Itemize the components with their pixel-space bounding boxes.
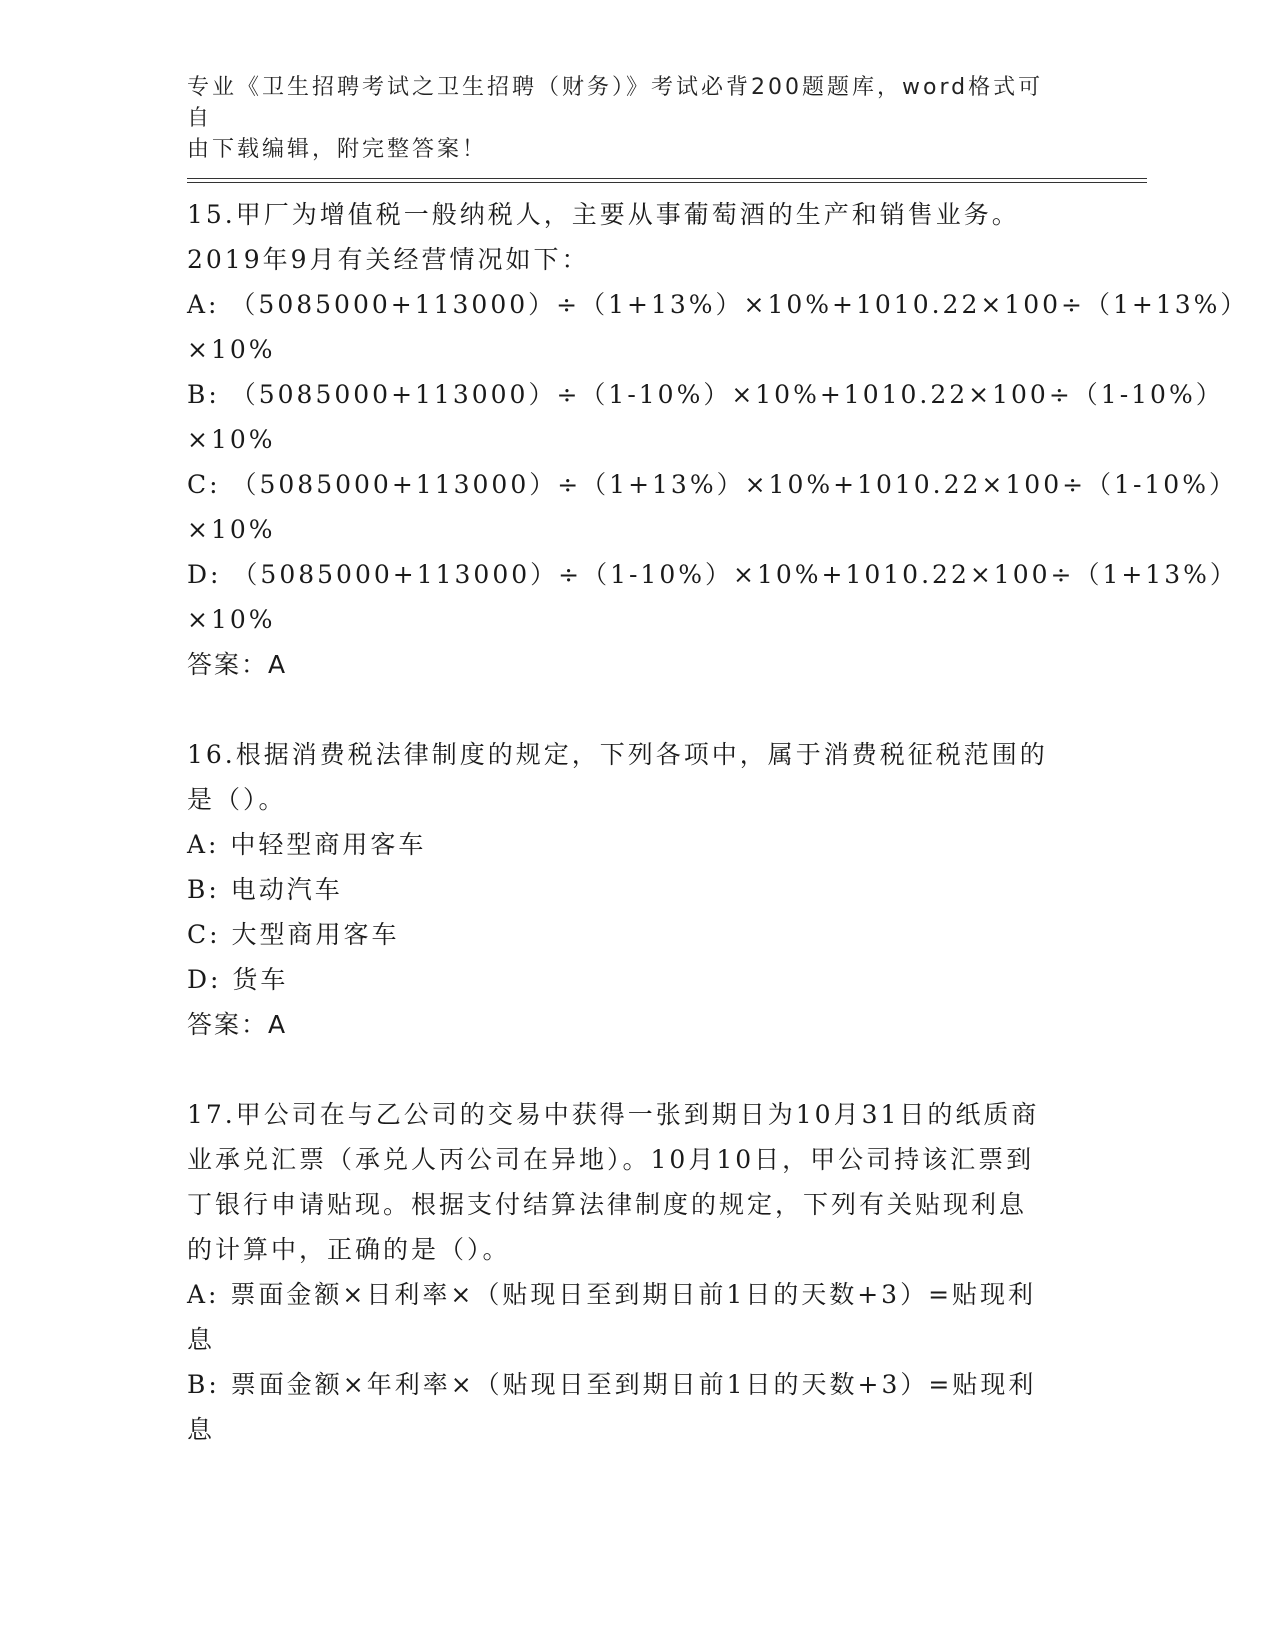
question-15-option-c-cont: ×10% [187,515,276,544]
question-15-option-a: A: （5085000+113000）÷（1+13%）×10%+1010.22×100÷（1+13%） [187,290,1249,319]
question-17-stem-line-3: 丁银行申请贴现。根据支付结算法律制度的规定，下列有关贴现利息 [187,1190,1028,1219]
question-15-option-b-cont: ×10% [187,425,276,454]
question-17-option-b-cont: 息 [187,1415,216,1444]
document-header [187,72,1067,165]
question-15-option-a-cont: ×10% [187,335,276,364]
question-17-stem-line-1: 17.甲公司在与乙公司的交易中获得一张到期日为10月31日的纸质商 [187,1100,1040,1129]
question-15-stem-line-1: 15.甲厂为增值税一般纳税人，主要从事葡萄酒的生产和销售业务。 [187,200,1020,229]
question-17-option-a: A: 票面金额×日利率×（贴现日至到期日前1日的天数+3）=贴现利 [187,1280,1037,1309]
document-body [187,192,1249,1452]
question-17-option-a-cont: 息 [187,1325,216,1354]
header-line-1: 专业《卫生招聘考试之卫生招聘（财务）》考试必背200题题库，word格式可自 [187,75,1044,131]
question-15-stem-line-2: 2019年9月有关经营情况如下： [187,245,590,274]
question-16 [187,732,1087,1047]
header-divider-top [187,178,1147,179]
question-16-option-a: A: 中轻型商用客车 [187,830,427,859]
spacer [187,687,1087,732]
question-15-option-c: C: （5085000+113000）÷（1+13%）×10%+1010.22×100÷（1-10%） [187,470,1237,499]
question-16-stem-line-2: 是（）。 [187,785,287,814]
question-16-answer: 答案：A [187,1010,288,1039]
question-17-stem-line-2: 业承兑汇票（承兑人丙公司在异地）。10月10日，甲公司持该汇票到 [187,1145,1035,1174]
question-16-option-d: D: 货车 [187,965,289,994]
question-15-option-b: B: （5085000+113000）÷（1-10%）×10%+1010.22×100÷（1-10%） [187,380,1224,409]
header-line-2: 由下载编辑，附完整答案！ [187,137,488,162]
header-divider-bottom [187,182,1147,183]
spacer [187,1047,1087,1092]
question-15 [187,192,1249,687]
question-17-stem-line-4: 的计算中，正确的是（）。 [187,1235,511,1264]
question-17-option-b: B: 票面金额×年利率×（贴现日至到期日前1日的天数+3）=贴现利 [187,1370,1037,1399]
question-16-option-c: C: 大型商用客车 [187,920,400,949]
question-15-answer: 答案：A [187,650,288,679]
question-17 [187,1092,1087,1452]
question-16-stem-line-1: 16.根据消费税法律制度的规定，下列各项中，属于消费税征税范围的 [187,740,1048,769]
question-15-option-d-cont: ×10% [187,605,276,634]
question-15-option-d: D: （5085000+113000）÷（1-10%）×10%+1010.22×100÷（1+13%） [187,560,1238,589]
question-16-option-b: B: 电动汽车 [187,875,343,904]
